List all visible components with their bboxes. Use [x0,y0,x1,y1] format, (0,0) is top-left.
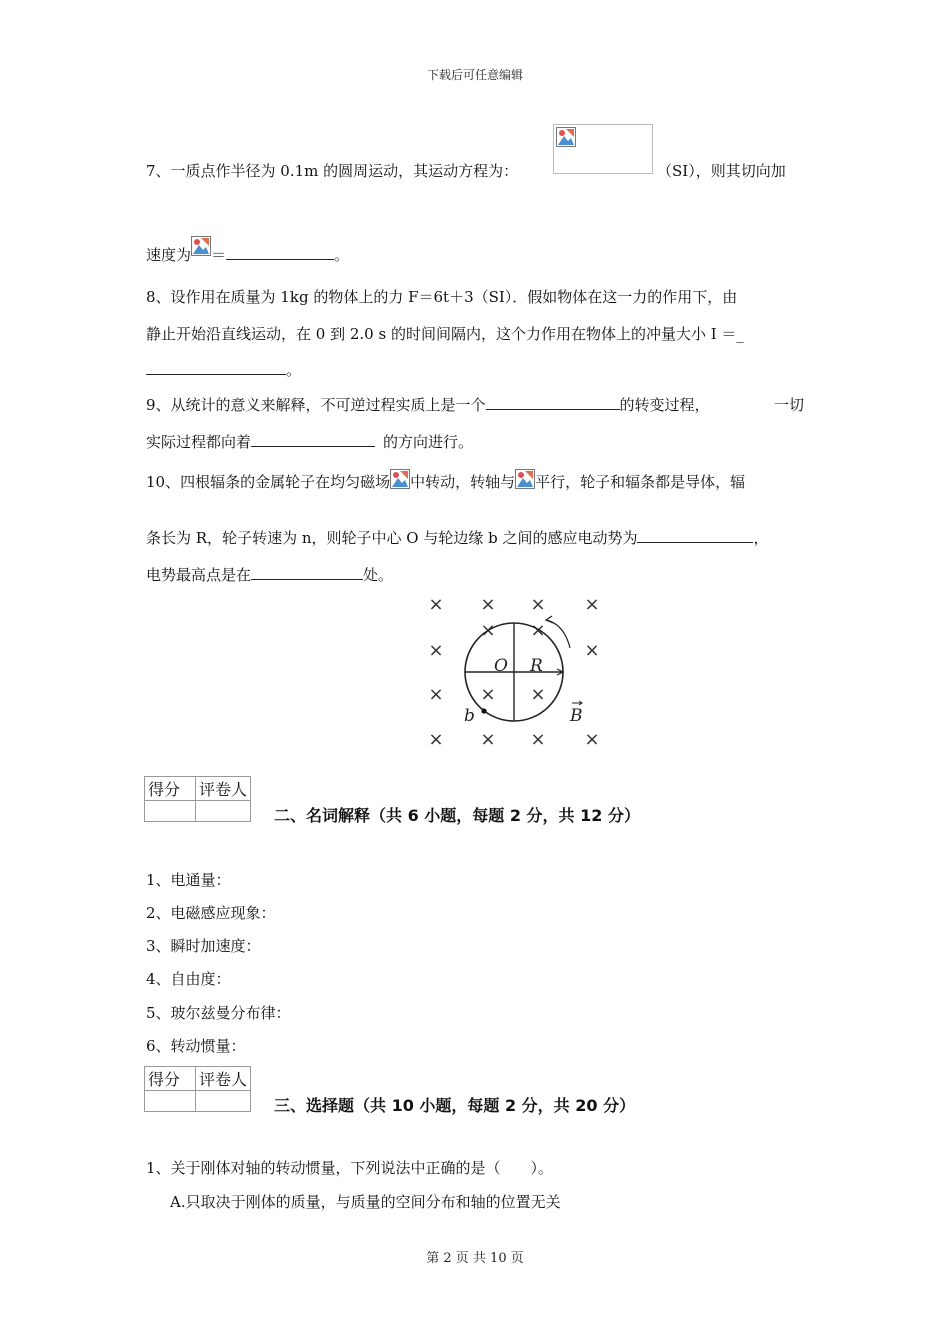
field-cross: × [428,729,444,750]
answer-blank[interactable] [146,359,286,375]
score-header: 得分 [145,777,196,801]
score-cell[interactable] [145,801,196,822]
score-table [144,1066,251,1112]
broken-image-icon [515,469,535,489]
grader-header: 评卷人 [196,777,251,801]
point-b [481,708,486,713]
field-cross: × [530,620,546,641]
q10-line3 [146,564,393,585]
choice-question: 1、关于刚体对轴的转动惯量，下列说法中正确的是（ ）。 [146,1159,554,1177]
q9-line1-text: 9、从统计的意义来解释，不可逆过程实质上是一个 [146,396,486,414]
term-item: 3、瞬时加速度： [146,937,261,955]
field-cross: × [428,594,444,615]
q8-period: 。 [286,361,302,379]
field-cross: × [584,594,600,615]
q8-line2: 静止开始沿直线运动，在 0 到 2.0 s 的时间间隔内，这个力作用在物体上的冲量大小 I ＝_ [146,325,744,343]
q10-line2-end: ， [753,529,769,547]
field-cross: × [428,640,444,661]
q7-period: 。 [334,246,350,264]
q10-line2-text: 条长为 R，轮子转速为 n，则轮子中心 O 与轮边缘 b 之间的感应电动势为 [146,529,638,547]
q10-line2 [146,527,768,548]
grader-cell[interactable] [196,1091,251,1112]
field-cross: × [584,640,600,661]
q9-line1 [146,394,710,415]
answer-blank[interactable] [226,244,334,260]
q7-equals: ＝ [211,246,227,264]
rotation-arrowhead [546,616,553,623]
answer-blank[interactable] [637,527,753,543]
q9-line1-mid: 的转变过程， [619,396,710,414]
q10-line1 [146,469,745,492]
term-item: 5、玻尔兹曼分布律： [146,1004,291,1022]
q7-line2-text: 速度为 [146,246,192,264]
q9-line1-end: 一切 [774,396,805,414]
term-item: 4、自由度： [146,970,231,988]
field-cross: × [480,594,496,615]
field-cross: × [530,684,546,705]
q10-line1-a: 10、四根辐条的金属轮子在均匀磁场 [146,473,391,491]
grader-header: 评卷人 [196,1067,251,1091]
answer-blank[interactable] [251,564,363,580]
page-header: 下载后可任意编辑 [426,68,523,82]
term-item: 2、电磁感应现象： [146,904,276,922]
score-cell[interactable] [145,1091,196,1112]
q8-line3 [146,359,301,380]
label-b: b [464,706,475,726]
q7-line2 [146,236,349,265]
term-item: 1、电通量： [146,871,231,889]
grader-cell[interactable] [196,801,251,822]
equation-image-placeholder [553,124,653,174]
section-3-title: 三、选择题（共 10 小题，每题 2 分，共 20 分） [274,1096,636,1115]
label-B: B [570,706,583,726]
q9-line2-end: 的方向进行。 [383,433,474,451]
q10-line3-end: 处。 [363,566,394,584]
label-O: O [494,656,508,676]
q8-line1: 8、设作用在质量为 1kg 的物体上的力 F＝6t＋3（SI）．假如物体在这一力的作用下，由 [146,288,738,306]
term-item: 6、转动惯量： [146,1037,246,1055]
q7-line1-right: （SI），则其切向加 [657,162,786,180]
broken-image-icon [191,236,211,256]
rotation-arrow [546,620,570,648]
answer-blank[interactable] [251,431,375,447]
field-cross: × [480,684,496,705]
q10-line3-text: 电势最高点是在 [146,566,252,584]
q7-line1-left: 7、一质点作半径为 0.1m 的圆周运动，其运动方程为： [146,162,519,180]
answer-blank[interactable] [486,394,620,410]
field-cross: × [480,620,496,641]
wheel-diagram [418,590,618,750]
label-R: R [530,656,543,676]
section-2-title: 二、名词解释（共 6 小题，每题 2 分，共 12 分） [274,806,640,825]
q10-line1-b: 中转动，转轴与 [410,473,516,491]
score-table [144,776,251,822]
field-cross: × [480,729,496,750]
q9-line2 [146,431,473,452]
field-cross: × [530,594,546,615]
field-cross: × [530,729,546,750]
q9-line2-text: 实际过程都向着 [146,433,252,451]
field-cross: × [428,684,444,705]
page-footer: 第 2 页 共 10 页 [426,1251,524,1266]
choice-option-a[interactable]: A.只取决于刚体的质量，与质量的空间分布和轴的位置无关 [170,1193,561,1211]
broken-image-icon [390,469,410,489]
q10-line1-c: 平行，轮子和辐条都是导体，辐 [535,473,746,491]
field-cross: × [584,729,600,750]
score-header: 得分 [145,1067,196,1091]
broken-image-icon [556,127,576,147]
